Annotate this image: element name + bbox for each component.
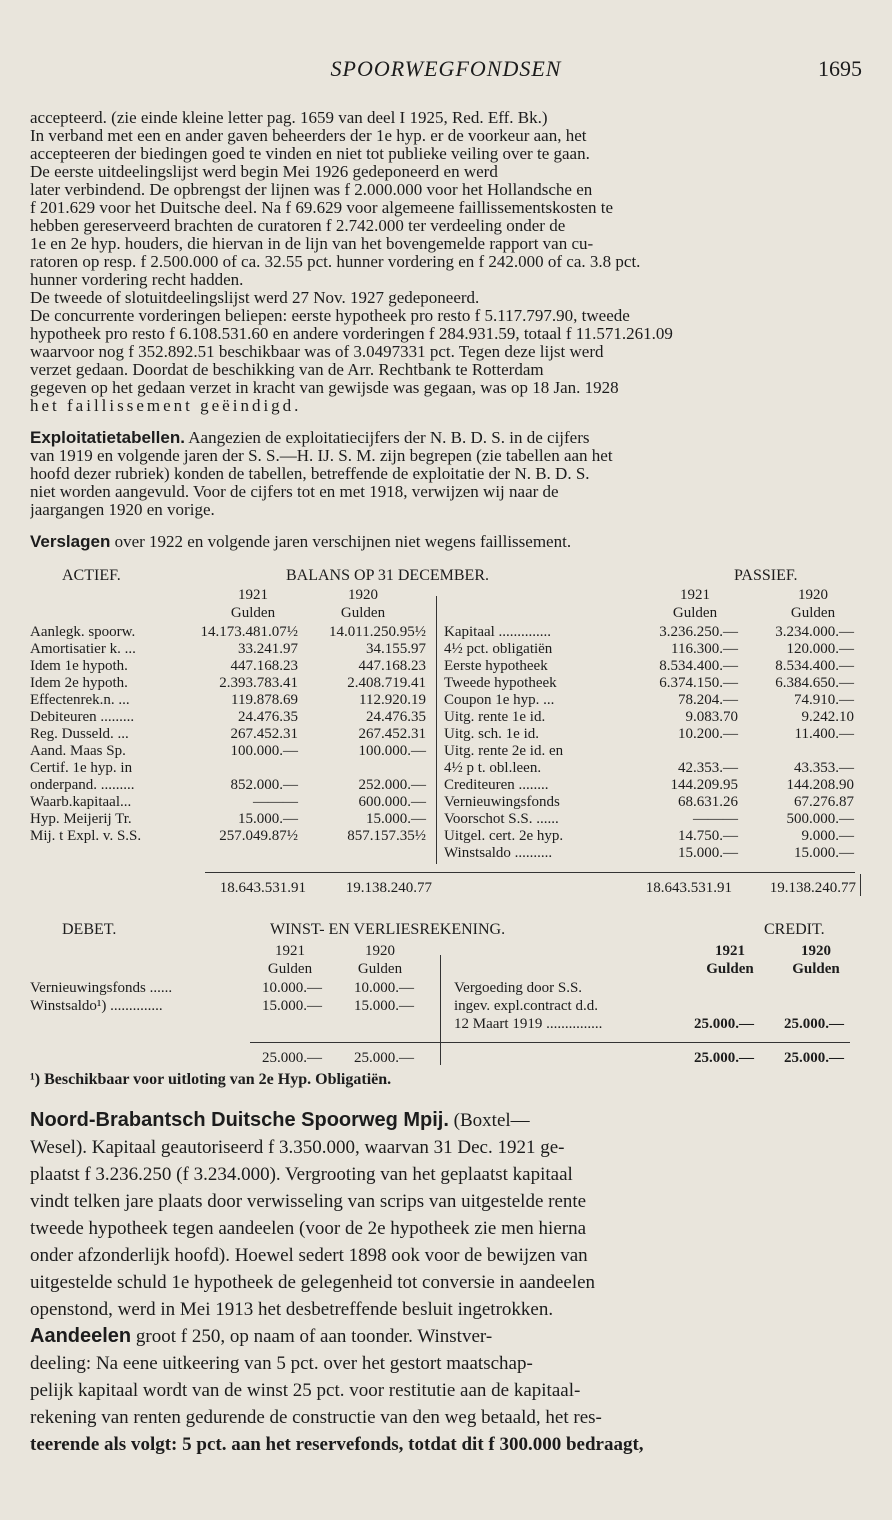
actief-row-1921: 267.452.31 xyxy=(230,726,298,742)
passief-row-label: Eerste hypotheek xyxy=(444,658,548,674)
passief-row-1920: 9.242.10 xyxy=(801,709,854,725)
passief-row-label: Uitgel. cert. 2e hyp. xyxy=(444,828,564,844)
actief-row-1921: 119.878.69 xyxy=(231,692,298,708)
year-header: 1920 xyxy=(798,587,828,603)
actief-row-label: Waarb.kapitaal... xyxy=(30,794,132,810)
year-header: 1921 xyxy=(680,587,710,603)
actief-row-1921: 15.000.— xyxy=(238,811,298,827)
text-line: niet worden aangevuld. Voor de cijfers tot en met 1918, verwijzen wij naar de xyxy=(30,483,559,501)
passief-row-1921: 144.209.95 xyxy=(670,777,738,793)
passief-row-label: Tweede hypotheek xyxy=(444,675,557,691)
text-line: waarvoor nog f 352.892.51 beschikbaar was of 3.0497331 pct. Tegen deze lijst werd xyxy=(30,343,604,361)
credit-row-label: ingev. expl.contract d.d. xyxy=(454,998,598,1014)
actief-total-1920: 19.138.240.77 xyxy=(345,880,432,896)
passief-row-label: Kapitaal .............. xyxy=(444,624,552,640)
text-line: In verband met een en ander gaven beheerders der 1e hyp. er de voorkeur aan, het xyxy=(30,127,587,145)
passief-row-1921: 10.200.— xyxy=(678,726,738,742)
noord-first-line xyxy=(30,1107,866,1134)
passief-row-label: 4½ pct. obligatiën xyxy=(444,641,553,657)
text-line: het faillissement geëindigd. xyxy=(30,397,302,415)
page-number: 1695 xyxy=(818,56,862,81)
actief-total-1921: 18.643.531.91 xyxy=(219,880,306,896)
text-line: ratoren op resp. f 2.500.000 of ca. 32.55 pct. hunner vordering en f 242.000 of ca. 3.8 pct. xyxy=(30,253,641,271)
credit-total-1920: 25.000.— xyxy=(784,1050,844,1066)
text-line: hoofd dezer rubriek) konden de tabellen, betreffende de exploitatie der N. B. D. S. xyxy=(30,465,590,483)
actief-row-label: Effectenrek.n. ... xyxy=(30,692,130,708)
passief-row-label: Crediteuren ........ xyxy=(444,777,549,793)
text-line: hypotheek pro resto f 6.108.531.60 en andere vorderingen f 284.931.59, totaal f 11.571.261.09 xyxy=(30,325,673,343)
passief-row-1921: ——— xyxy=(693,811,738,827)
year-header: 1921 xyxy=(238,587,268,603)
actief-row-label: Hyp. Meijerij Tr. xyxy=(30,811,132,827)
text-line: accepteeren der biedingen goed te vinden en niet tot publieke veiling over te gaan. xyxy=(30,145,590,163)
text-line: onder afzonderlijk hoofd). Hoewel sedert 1898 ook voor de bewijzen van xyxy=(30,1245,588,1266)
page-title: SPOORWEGFONDSEN xyxy=(330,56,562,81)
text-line: later verbindend. De opbrengst der lijnen was f 2.000.000 voor het Hollandsche en xyxy=(30,181,593,199)
passief-row-1921: 3.236.250.— xyxy=(659,624,738,640)
actief-row-1921: ——— xyxy=(253,794,298,810)
passief-row-1920: 67.276.87 xyxy=(794,794,854,810)
actief-row-1920: 15.000.— xyxy=(366,811,426,827)
passief-row-label: Winstsaldo .......... xyxy=(444,845,553,861)
year-header: 1921 xyxy=(275,943,305,959)
actief-row-label: Idem 1e hypoth. xyxy=(30,658,128,674)
aandeelen-label: Aandeelen xyxy=(30,1325,132,1347)
total-rule xyxy=(205,872,855,873)
debet-label: DEBET. xyxy=(62,921,117,938)
actief-row-1920: 112.920.19 xyxy=(359,692,426,708)
passief-row-1920: 3.234.000.— xyxy=(775,624,854,640)
exploitatie-first-line xyxy=(30,429,866,447)
text-line: groot f 250, op naam of aan toonder. Winstver- xyxy=(131,1326,493,1347)
passief-row-1920: 500.000.— xyxy=(786,811,854,827)
text-line: accepteerd. (zie einde kleine letter pag. 1659 van deel I 1925, Red. Eff. Bk.) xyxy=(30,109,548,127)
passief-row-1921: 14.750.— xyxy=(678,828,738,844)
total-rule xyxy=(250,1042,850,1043)
actief-row-1921: 33.241.97 xyxy=(238,641,298,657)
page-header xyxy=(0,56,892,86)
actief-row-1920: 14.011.250.95½ xyxy=(329,624,426,640)
debet-row-1920: 10.000.— xyxy=(354,980,414,996)
passief-row-1921: 9.083.70 xyxy=(685,709,738,725)
passief-row-label: Uitg. rente 2e id. en xyxy=(444,743,564,759)
text-line: De concurrente vorderingen beliepen: eerste hypotheek pro resto f 5.117.797.90, tweede xyxy=(30,307,630,325)
passief-row-label: Voorschot S.S. ...... xyxy=(444,811,559,827)
debet-total-1920: 25.000.— xyxy=(354,1050,414,1066)
unit-header: Gulden xyxy=(230,605,276,621)
year-header: 1920 xyxy=(365,943,395,959)
credit-total-1921: 25.000.— xyxy=(694,1050,754,1066)
actief-row-1920: 267.452.31 xyxy=(358,726,426,742)
year-header: 1920 xyxy=(801,943,831,959)
passief-row-1920: 6.384.650.— xyxy=(775,675,854,691)
passief-row-1920: 15.000.— xyxy=(794,845,854,861)
actief-row-1921: 100.000.— xyxy=(230,743,298,759)
balans-title: BALANS OP 31 DECEMBER. xyxy=(286,567,489,584)
text-line: (Boxtel— xyxy=(448,1110,530,1131)
actief-row-1920: 447.168.23 xyxy=(358,658,426,674)
passief-row-label: Uitg. sch. 1e id. xyxy=(444,726,539,742)
passief-total-1921: 18.643.531.91 xyxy=(645,880,732,896)
text-line: Wesel). Kapitaal geautoriseerd f 3.350.000, waarvan 31 Dec. 1921 ge- xyxy=(30,1137,565,1158)
passief-row-1920: 11.400.— xyxy=(794,726,854,742)
credit-row-label: 12 Maart 1919 ............... xyxy=(454,1016,603,1032)
passief-row-1921: 116.300.— xyxy=(671,641,738,657)
text-line: deeling: Na eene uitkeering van 5 pct. over het gestort maatschap- xyxy=(30,1353,533,1374)
actief-row-1920: 24.476.35 xyxy=(366,709,426,725)
text-line: vindt telken jare plaats door verwisseling van scrips van uitgestelde rente xyxy=(30,1191,587,1212)
unit-header: Gulden xyxy=(357,961,403,977)
actief-row-1920: 600.000.— xyxy=(358,794,426,810)
actief-row-label: Reg. Dusseld. ... xyxy=(30,726,129,742)
actief-row-label: Amortisatier k. ... xyxy=(30,641,136,657)
passief-label: PASSIEF. xyxy=(734,567,798,584)
actief-row-1921: 447.168.23 xyxy=(230,658,298,674)
passief-row-1920: 8.534.400.— xyxy=(775,658,854,674)
actief-row-label: Certif. 1e hyp. in xyxy=(30,760,133,776)
text-line: Aangezien de exploitatiecijfers der N. B. D. S. in de cijfers xyxy=(184,429,590,447)
passief-row-1921: 78.204.— xyxy=(678,692,738,708)
verslagen-line xyxy=(30,533,866,551)
unit-header: Gulden xyxy=(267,961,313,977)
verslagen-text: over 1922 en volgende jaren verschijnen niet wegens faillissement. xyxy=(110,533,572,551)
unit-header: Gulden xyxy=(706,961,754,977)
text-line: f 201.629 voor het Duitsche deel. Na f 69.629 voor algemeene faillissementskosten te xyxy=(30,199,614,217)
passief-row-label: Vernieuwingsfonds xyxy=(444,794,560,810)
text-line: tweede hypotheek tegen aandeelen (voor de 2e hypotheek zie men hierna xyxy=(30,1218,587,1239)
credit-row-1921: 25.000.— xyxy=(694,1016,754,1032)
actief-row-label: onderpand. ......... xyxy=(30,777,135,793)
credit-label: CREDIT. xyxy=(764,921,825,938)
table-divider xyxy=(436,596,437,864)
passief-row-1920: 74.910.— xyxy=(794,692,854,708)
passief-row-1921: 15.000.— xyxy=(678,845,738,861)
actief-row-1920: 252.000.— xyxy=(358,777,426,793)
passief-row-1921: 6.374.150.— xyxy=(659,675,738,691)
actief-row-1921: 257.049.87½ xyxy=(219,828,298,844)
debet-row-1920: 15.000.— xyxy=(354,998,414,1014)
passief-row-1920: 144.208.90 xyxy=(786,777,854,793)
actief-row-1920: 857.157.35½ xyxy=(347,828,426,844)
passief-row-label: 4½ p t. obl.leen. xyxy=(444,760,542,776)
actief-row-1921: 852.000.— xyxy=(230,777,298,793)
debet-total-1921: 25.000.— xyxy=(262,1050,322,1066)
unit-header: Gulden xyxy=(672,605,718,621)
footnote: ¹) Beschikbaar voor uitloting van 2e Hyp. Obligatiën. xyxy=(30,1071,392,1088)
unit-header: Gulden xyxy=(792,961,840,977)
text-line: openstond, werd in Mei 1913 het desbetreffende besluit ingetrokken. xyxy=(30,1299,554,1320)
actief-row-label: Aanlegk. spoorw. xyxy=(30,624,136,640)
passief-row-label: Uitg. rente 1e id. xyxy=(444,709,546,725)
passief-row-1921: 8.534.400.— xyxy=(659,658,738,674)
passief-total-1920: 19.138.240.77 xyxy=(769,880,856,896)
text-line: hebben gereserveerd brachten de curatoren f 2.742.000 ter verdeeling onder de xyxy=(30,217,566,235)
unit-header: Gulden xyxy=(340,605,386,621)
text-line: De tweede of slotuitdeelingslijst werd 27 Nov. 1927 gedeponeerd. xyxy=(30,289,480,307)
text-line: pelijk kapitaal wordt van de winst 25 pct. voor restitutie aan de kapitaal- xyxy=(30,1380,581,1401)
section-title: Noord-Brabantsch Duitsche Spoorweg Mpij. xyxy=(30,1109,449,1131)
verslagen-label: Verslagen xyxy=(30,533,111,551)
aandeelen-line xyxy=(30,1323,866,1350)
passief-row-1920: 9.000.— xyxy=(801,828,854,844)
actief-row-label: Debiteuren ......... xyxy=(30,709,135,725)
table-divider xyxy=(860,874,861,896)
text-line: teerende als volgt: 5 pct. aan het reservefonds, totdat dit f 300.000 bedraagt, xyxy=(30,1434,644,1455)
actief-row-1921: 14.173.481.07½ xyxy=(200,624,298,640)
passief-row-1921: 42.353.— xyxy=(678,760,738,776)
actief-row-1920: 2.408.719.41 xyxy=(347,675,426,691)
text-line: plaatst f 3.236.250 (f 3.234.000). Vergrooting van het geplaatst kapitaal xyxy=(30,1164,573,1185)
text-line: hunner vordering recht hadden. xyxy=(30,271,244,289)
debet-row-label: Winstsaldo¹) .............. xyxy=(30,998,163,1014)
actief-row-label: Mij. t Expl. v. S.S. xyxy=(30,828,142,844)
year-header: 1921 xyxy=(715,943,745,959)
actief-row-1921: 2.393.783.41 xyxy=(219,675,298,691)
passief-row-1920: 120.000.— xyxy=(786,641,854,657)
text-line: uitgestelde schuld 1e hypotheek de gelegenheid tot conversie in aandeelen xyxy=(30,1272,596,1293)
text-line: verzet gedaan. Doordat de beschikking van de Arr. Rechtbank te Rotterdam xyxy=(30,361,544,379)
table-divider xyxy=(440,955,441,1065)
text-line: van 1919 en volgende jaren der S. S.—H. IJ. S. M. zijn begrepen (zie tabellen aan het xyxy=(30,447,613,465)
credit-row-label: Vergoeding door S.S. xyxy=(454,980,583,996)
credit-row-1920: 25.000.— xyxy=(784,1016,844,1032)
text-line: rekening van renten gedurende de constructie van den weg betaald, het res- xyxy=(30,1407,602,1428)
text-line: gegeven op het gedaan verzet in kracht van gewijsde was gegaan, was op 18 Jan. 1928 xyxy=(30,379,619,397)
actief-row-1920: 34.155.97 xyxy=(366,641,426,657)
passief-row-1920: 43.353.— xyxy=(794,760,854,776)
text-line: jaargangen 1920 en vorige. xyxy=(30,501,215,519)
actief-row-1920: 100.000.— xyxy=(358,743,426,759)
unit-header: Gulden xyxy=(790,605,836,621)
winst-title: WINST- EN VERLIESREKENING. xyxy=(270,921,506,938)
exploitatie-label: Exploitatietabellen. xyxy=(30,429,185,447)
passief-row-label: Coupon 1e hyp. ... xyxy=(444,692,555,708)
actief-row-label: Idem 2e hypoth. xyxy=(30,675,128,691)
passief-row-1921: 68.631.26 xyxy=(678,794,738,810)
actief-row-1921: 24.476.35 xyxy=(238,709,298,725)
debet-row-1921: 15.000.— xyxy=(262,998,322,1014)
text-line: 1e en 2e hyp. houders, die hiervan in de lijn van het bovengemelde rapport van cu- xyxy=(30,235,594,253)
debet-row-1921: 10.000.— xyxy=(262,980,322,996)
year-header: 1920 xyxy=(348,587,378,603)
text-line: De eerste uitdeelingslijst werd begin Mei 1926 gedeponeerd en werd xyxy=(30,163,498,181)
debet-row-label: Vernieuwingsfonds ...... xyxy=(30,980,173,996)
actief-row-label: Aand. Maas Sp. xyxy=(30,743,126,759)
actief-label: ACTIEF. xyxy=(62,567,121,584)
